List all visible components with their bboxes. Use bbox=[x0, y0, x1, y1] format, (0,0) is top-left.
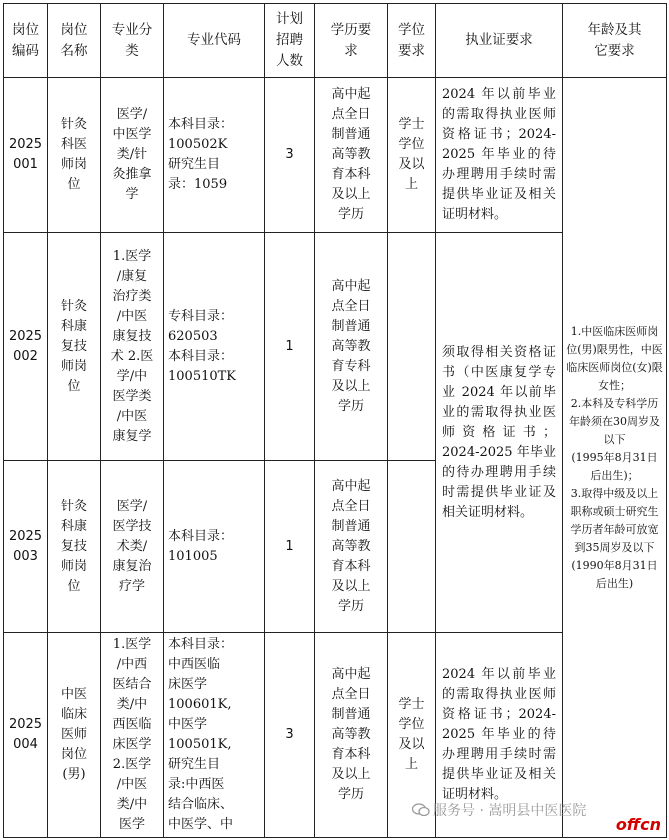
cell-code: 2025 004 bbox=[4, 633, 48, 838]
cell-education: 高中起 点全日 制普通 高等教 育本科 及以上 学历 bbox=[315, 633, 388, 838]
cell-degree: 学士 学位 及以 上 bbox=[388, 78, 436, 233]
header-row bbox=[4, 4, 667, 78]
cell-count: 1 bbox=[265, 233, 315, 461]
cell-education: 高中起 点全日 制普通 高等教 育本科 及以上 学历 bbox=[315, 78, 388, 233]
header-code: 岗位 编码 bbox=[4, 4, 48, 78]
cell-name: 针灸 科康 复技 师岗 位 bbox=[48, 461, 101, 633]
cell-category: 1.医学 /康复 治疗类 /中医 康复技 术 2.医 学/中 医学类 /中医 康复学 bbox=[101, 233, 164, 461]
cell-cert-4: 2024 年以前毕业的需取得执业医师资格证书；2024-2025 年毕业的待办理聘用手续时需提供毕业证及相关证明材料。 bbox=[436, 633, 563, 838]
cell-degree bbox=[388, 233, 436, 461]
cell-major-code: 专科目录： 620503 本科目录： 100510TK bbox=[164, 233, 265, 461]
header-cert: 执业证要求 bbox=[436, 4, 563, 78]
offcn-logo: offcn bbox=[615, 815, 661, 834]
cell-cert-2: 须取得相关资格证书（中医康复学专业 2024 年以前毕业的需取得执业医师资格证书；2024-2025 年毕业的待办理聘用手续时需提供毕业证及相关证明材料。 bbox=[436, 233, 563, 633]
cell-degree: 学士 学位 及以 上 bbox=[388, 633, 436, 838]
cell-major-code: 本科目录： 中西医临 床医学 100601K, 中医学 100501K, 研究生目 录:中西医 结合临床、 中医学、中 bbox=[164, 633, 265, 838]
cell-name: 针灸 科医 师岗 位 bbox=[48, 78, 101, 233]
cell-education: 高中起 点全日 制普通 高等教 育本科 及以上 学历 bbox=[315, 461, 388, 633]
cell-category: 医学/ 中医学 类/针 灸推拿 学 bbox=[101, 78, 164, 233]
header-name: 岗位 名称 bbox=[48, 4, 101, 78]
wechat-watermark bbox=[412, 800, 586, 820]
table-row bbox=[4, 78, 667, 233]
cell-age-requirements: 1.中医临床医师岗位(男)限男性，中医临床医师岗位(女)限女性； 2.本科及专科学历年龄须在30周岁及以下 (1995年8月31日后出生)； 3.取得中级及以上职称或硕士研究生学历者年龄可放宽到35周岁及以下(1990年8月31日后出生) bbox=[563, 78, 667, 838]
recruitment-table bbox=[3, 3, 667, 838]
cell-count: 3 bbox=[265, 78, 315, 233]
cell-count: 1 bbox=[265, 461, 315, 633]
cell-cert-1: 2024 年以前毕业的需取得执业医师资格证书；2024-2025 年毕业的待办理聘用手续时需提供毕业证及相关证明材料。 bbox=[436, 78, 563, 233]
header-degree: 学位 要求 bbox=[388, 4, 436, 78]
cell-major-code: 本科目录： 100502K 研究生目 录：1059 bbox=[164, 78, 265, 233]
header-category: 专业分 类 bbox=[101, 4, 164, 78]
cell-code: 2025 001 bbox=[4, 78, 48, 233]
cell-code: 2025 002 bbox=[4, 233, 48, 461]
header-major-code: 专业代码 bbox=[164, 4, 265, 78]
watermark-text: 服务号 · 嵩明县中医医院 bbox=[433, 803, 587, 819]
cell-category: 医学/ 医学技 术类/ 康复治 疗学 bbox=[101, 461, 164, 633]
header-count: 计划 招聘 人数 bbox=[265, 4, 315, 78]
cell-category: 1.医学 /中西 医结合 类/中 西医临 床医学 2.医学 /中医 类/中 医学 bbox=[101, 633, 164, 838]
cell-code: 2025 003 bbox=[4, 461, 48, 633]
cell-name: 针灸 科康 复技 师岗 位 bbox=[48, 233, 101, 461]
wechat-icon bbox=[412, 803, 430, 817]
cell-degree bbox=[388, 461, 436, 633]
header-education: 学历要 求 bbox=[315, 4, 388, 78]
cell-education: 高中起 点全日 制普通 高等教 育专科 及以上 学历 bbox=[315, 233, 388, 461]
cell-count: 3 bbox=[265, 633, 315, 838]
cell-major-code: 本科目录： 101005 bbox=[164, 461, 265, 633]
cell-name: 中医 临床 医师 岗位 (男) bbox=[48, 633, 101, 838]
header-age: 年龄及其 它要求 bbox=[563, 4, 667, 78]
